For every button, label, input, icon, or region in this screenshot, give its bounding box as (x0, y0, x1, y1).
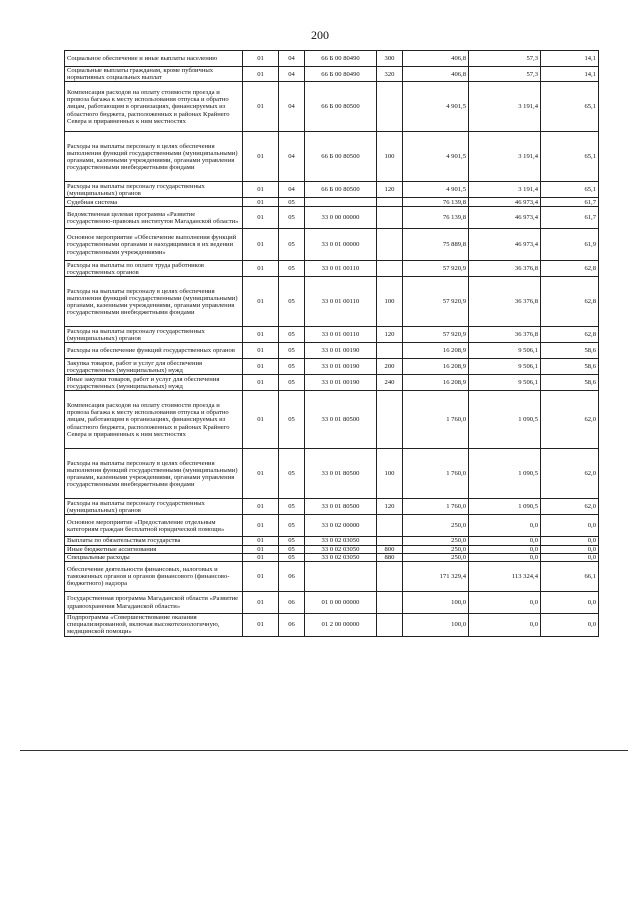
row-percent: 61,7 (541, 207, 599, 229)
table-row (65, 261, 599, 277)
row-name: Расходы на выплаты персоналу государственных (муниципальных) органов (65, 327, 243, 343)
row-percent: 58,6 (541, 343, 599, 359)
row-actual-amount: 46 973,4 (469, 229, 541, 261)
row-actual-amount: 1 090,5 (469, 499, 541, 515)
table-row (65, 67, 599, 82)
budget-table (64, 50, 599, 637)
row-name: Компенсация расходов на оплату стоимости проезда и провоза багажа к месту использования отпуска и обратно лицам, работающим в организациях, финансируемых из областного бюджета, расположенных в районах Крайнего Севера и приравненных к ним местностях (65, 391, 243, 449)
row-planned-amount: 250,0 (403, 553, 469, 561)
row-target-article: 33 0 00 00000 (305, 207, 377, 229)
row-actual-amount: 9 506,1 (469, 375, 541, 391)
row-planned-amount: 406,8 (403, 67, 469, 82)
row-subsection: 05 (279, 391, 305, 449)
row-expense-type: 800 (377, 545, 403, 553)
row-percent: 65,1 (541, 132, 599, 182)
row-section: 01 (243, 132, 279, 182)
row-expense-type (377, 515, 403, 537)
row-expense-type (377, 537, 403, 545)
row-target-article: 33 0 01 80500 (305, 499, 377, 515)
row-section: 01 (243, 553, 279, 561)
row-name: Основное мероприятие «Обеспечение выполнения функций государственными органами и находящимися в их ведении государственными учреждениями» (65, 229, 243, 261)
row-expense-type: 200 (377, 359, 403, 375)
row-percent: 0,0 (541, 515, 599, 537)
row-expense-type: 100 (377, 277, 403, 327)
row-target-article: 33 0 01 00190 (305, 375, 377, 391)
row-actual-amount: 9 506,1 (469, 359, 541, 375)
row-percent: 66,1 (541, 562, 599, 592)
row-percent: 0,0 (541, 545, 599, 553)
table-row (65, 327, 599, 343)
row-target-article: 66 Б 00 80500 (305, 132, 377, 182)
row-percent: 58,6 (541, 359, 599, 375)
row-subsection: 05 (279, 499, 305, 515)
table-row (65, 132, 599, 182)
row-subsection: 04 (279, 51, 305, 67)
row-target-article (305, 198, 377, 207)
row-expense-type (377, 82, 403, 132)
row-subsection: 05 (279, 261, 305, 277)
row-subsection: 05 (279, 343, 305, 359)
table-row (65, 553, 599, 561)
row-percent: 0,0 (541, 614, 599, 637)
row-planned-amount: 4 901,5 (403, 82, 469, 132)
table-row (65, 182, 599, 198)
row-planned-amount: 406,8 (403, 51, 469, 67)
table-row (65, 614, 599, 637)
row-target-article: 01 2 00 00000 (305, 614, 377, 637)
row-actual-amount: 9 506,1 (469, 343, 541, 359)
row-percent: 14,1 (541, 67, 599, 82)
row-planned-amount: 16 208,9 (403, 343, 469, 359)
row-percent: 62,0 (541, 449, 599, 499)
row-expense-type (377, 207, 403, 229)
row-subsection: 05 (279, 359, 305, 375)
row-planned-amount: 250,0 (403, 545, 469, 553)
row-actual-amount: 1 090,5 (469, 391, 541, 449)
bottom-divider (20, 750, 628, 751)
table-row (65, 51, 599, 67)
row-expense-type (377, 614, 403, 637)
row-target-article: 66 Б 00 80500 (305, 82, 377, 132)
row-expense-type: 100 (377, 132, 403, 182)
row-planned-amount: 100,0 (403, 614, 469, 637)
row-section: 01 (243, 198, 279, 207)
row-section: 01 (243, 545, 279, 553)
row-actual-amount: 0,0 (469, 592, 541, 614)
row-expense-type (377, 261, 403, 277)
row-target-article: 33 0 02 03050 (305, 545, 377, 553)
row-percent: 62,8 (541, 261, 599, 277)
row-name: Социальное обеспечение и иные выплаты населению (65, 51, 243, 67)
row-percent: 65,1 (541, 182, 599, 198)
row-actual-amount: 1 090,5 (469, 449, 541, 499)
row-target-article: 66 Б 00 80490 (305, 51, 377, 67)
row-name: Иные бюджетные ассигнования (65, 545, 243, 553)
row-section: 01 (243, 562, 279, 592)
table-row (65, 537, 599, 545)
table-row (65, 343, 599, 359)
table-row (65, 545, 599, 553)
row-target-article: 66 Б 00 80500 (305, 182, 377, 198)
row-name: Расходы на выплаты персоналу в целях обеспечения выполнения функций государственными (муниципальными) органами, казенными учреждениями, органами управления государственными внебюджетными фондами (65, 449, 243, 499)
row-section: 01 (243, 537, 279, 545)
row-target-article: 33 0 01 00110 (305, 277, 377, 327)
row-target-article: 33 0 02 00000 (305, 515, 377, 537)
row-section: 01 (243, 327, 279, 343)
row-subsection: 04 (279, 182, 305, 198)
row-percent: 58,6 (541, 375, 599, 391)
table-row (65, 375, 599, 391)
row-target-article: 33 0 02 03050 (305, 553, 377, 561)
row-subsection: 05 (279, 327, 305, 343)
row-actual-amount: 3 191,4 (469, 182, 541, 198)
row-planned-amount: 57 920,9 (403, 277, 469, 327)
row-actual-amount: 46 973,4 (469, 198, 541, 207)
row-target-article: 33 0 01 80500 (305, 449, 377, 499)
row-planned-amount: 76 139,8 (403, 207, 469, 229)
row-subsection: 05 (279, 515, 305, 537)
row-section: 01 (243, 182, 279, 198)
row-planned-amount: 76 139,8 (403, 198, 469, 207)
row-target-article (305, 562, 377, 592)
table-row (65, 592, 599, 614)
page-number: 200 (311, 28, 329, 42)
row-actual-amount: 57,3 (469, 67, 541, 82)
row-expense-type (377, 562, 403, 592)
row-planned-amount: 57 920,9 (403, 261, 469, 277)
row-subsection: 05 (279, 229, 305, 261)
row-percent: 0,0 (541, 592, 599, 614)
row-planned-amount: 4 901,5 (403, 182, 469, 198)
row-expense-type (377, 229, 403, 261)
row-name: Расходы на выплаты по оплате труда работников государственных органов (65, 261, 243, 277)
table-row (65, 207, 599, 229)
row-subsection: 04 (279, 82, 305, 132)
row-name: Специальные расходы (65, 553, 243, 561)
row-planned-amount: 100,0 (403, 592, 469, 614)
table-row (65, 562, 599, 592)
row-name: Ведомственная целевая программа «Развитие государственно-правовых институтов Магаданской области» (65, 207, 243, 229)
row-planned-amount: 1 760,0 (403, 391, 469, 449)
row-subsection: 05 (279, 553, 305, 561)
table-row (65, 277, 599, 327)
row-percent: 61,9 (541, 229, 599, 261)
row-name: Выплаты по обязательствам государства (65, 537, 243, 545)
row-actual-amount: 0,0 (469, 545, 541, 553)
row-expense-type: 120 (377, 182, 403, 198)
row-target-article: 33 0 01 00000 (305, 229, 377, 261)
row-target-article: 33 0 02 03050 (305, 537, 377, 545)
table-row (65, 515, 599, 537)
row-name: Расходы на обеспечение функций государственных органов (65, 343, 243, 359)
row-actual-amount: 0,0 (469, 553, 541, 561)
row-expense-type: 300 (377, 51, 403, 67)
row-target-article: 33 0 01 00110 (305, 261, 377, 277)
row-planned-amount: 16 208,9 (403, 375, 469, 391)
row-actual-amount: 3 191,4 (469, 132, 541, 182)
row-percent: 62,8 (541, 327, 599, 343)
row-actual-amount: 0,0 (469, 614, 541, 637)
row-subsection: 04 (279, 67, 305, 82)
row-percent: 62,8 (541, 277, 599, 327)
row-name: Основное мероприятие «Предоставление отдельным категориям граждан бесплатной юридической помощи» (65, 515, 243, 537)
row-name: Компенсация расходов на оплату стоимости проезда и провоза багажа к месту использования отпуска и обратно лицам, работающим в организациях, финансируемых из областного бюджета, расположенных в районах Крайнего Севера и приравненных к ним местностях (65, 82, 243, 132)
row-actual-amount: 0,0 (469, 515, 541, 537)
row-actual-amount: 36 376,8 (469, 327, 541, 343)
row-percent: 61,7 (541, 198, 599, 207)
row-name: Иные закупки товаров, работ и услуг для обеспечения государственных (муниципальных) нужд (65, 375, 243, 391)
row-planned-amount: 1 760,0 (403, 499, 469, 515)
row-section: 01 (243, 343, 279, 359)
row-name: Расходы на выплаты персоналу государственных (муниципальных) органов (65, 182, 243, 198)
row-name: Обеспечение деятельности финансовых, налоговых и таможенных органов и органов финансового (финансово-бюджетного) надзора (65, 562, 243, 592)
row-target-article: 01 0 00 00000 (305, 592, 377, 614)
table-body (65, 51, 599, 637)
row-target-article: 66 Б 00 80490 (305, 67, 377, 82)
row-section: 01 (243, 375, 279, 391)
row-subsection: 05 (279, 537, 305, 545)
row-percent: 62,0 (541, 499, 599, 515)
row-actual-amount: 57,3 (469, 51, 541, 67)
row-expense-type: 320 (377, 67, 403, 82)
row-name: Социальные выплаты гражданам, кроме публичных нормативных социальных выплат (65, 67, 243, 82)
row-expense-type (377, 592, 403, 614)
row-actual-amount: 0,0 (469, 537, 541, 545)
row-planned-amount: 250,0 (403, 515, 469, 537)
row-planned-amount: 1 760,0 (403, 449, 469, 499)
row-section: 01 (243, 51, 279, 67)
row-section: 01 (243, 515, 279, 537)
row-planned-amount: 4 901,5 (403, 132, 469, 182)
row-subsection: 05 (279, 375, 305, 391)
row-percent: 0,0 (541, 553, 599, 561)
row-expense-type (377, 343, 403, 359)
row-actual-amount: 3 191,4 (469, 82, 541, 132)
row-section: 01 (243, 359, 279, 375)
row-section: 01 (243, 82, 279, 132)
table-row (65, 82, 599, 132)
row-target-article: 33 0 01 80500 (305, 391, 377, 449)
row-section: 01 (243, 261, 279, 277)
row-planned-amount: 250,0 (403, 537, 469, 545)
row-planned-amount: 57 920,9 (403, 327, 469, 343)
row-section: 01 (243, 207, 279, 229)
row-subsection: 05 (279, 198, 305, 207)
row-actual-amount: 113 324,4 (469, 562, 541, 592)
row-expense-type: 120 (377, 327, 403, 343)
row-percent: 65,1 (541, 82, 599, 132)
row-subsection: 04 (279, 132, 305, 182)
row-expense-type: 120 (377, 499, 403, 515)
row-subsection: 05 (279, 277, 305, 327)
row-section: 01 (243, 229, 279, 261)
row-section: 01 (243, 391, 279, 449)
row-subsection: 06 (279, 562, 305, 592)
table-row (65, 229, 599, 261)
row-subsection: 06 (279, 592, 305, 614)
row-subsection: 06 (279, 614, 305, 637)
row-subsection: 05 (279, 545, 305, 553)
row-actual-amount: 36 376,8 (469, 261, 541, 277)
row-planned-amount: 171 329,4 (403, 562, 469, 592)
row-actual-amount: 46 973,4 (469, 207, 541, 229)
table-row (65, 359, 599, 375)
row-percent: 14,1 (541, 51, 599, 67)
row-section: 01 (243, 449, 279, 499)
row-name: Подпрограмма «Совершенствование оказания специализированной, включая высокотехнологичную, медицинской помощи» (65, 614, 243, 637)
row-percent: 62,0 (541, 391, 599, 449)
row-name: Расходы на выплаты персоналу в целях обеспечения выполнения функций государственными (муниципальными) органами, казенными учреждениями, органами управления государственными внебюджетными фондами (65, 132, 243, 182)
row-subsection: 05 (279, 207, 305, 229)
row-section: 01 (243, 499, 279, 515)
row-target-article: 33 0 01 00190 (305, 359, 377, 375)
row-expense-type (377, 198, 403, 207)
row-percent: 0,0 (541, 537, 599, 545)
row-name: Государственная программа Магаданской области «Развитие здравоохранения Магаданской области» (65, 592, 243, 614)
row-target-article: 33 0 01 00190 (305, 343, 377, 359)
table-row (65, 449, 599, 499)
row-planned-amount: 16 208,9 (403, 359, 469, 375)
row-expense-type: 240 (377, 375, 403, 391)
row-name: Судебная система (65, 198, 243, 207)
row-section: 01 (243, 614, 279, 637)
row-name: Расходы на выплаты персоналу государственных (муниципальных) органов (65, 499, 243, 515)
row-name: Расходы на выплаты персоналу в целях обеспечения выполнения функций государственными (муниципальными) органами, казенными учреждениями, органами управления государственными внебюджетными фондами (65, 277, 243, 327)
row-target-article: 33 0 01 00110 (305, 327, 377, 343)
row-name: Закупка товаров, работ и услуг для обеспечения государственных (муниципальных) нужд (65, 359, 243, 375)
table-row (65, 391, 599, 449)
row-planned-amount: 75 889,8 (403, 229, 469, 261)
row-expense-type: 100 (377, 449, 403, 499)
row-subsection: 05 (279, 449, 305, 499)
row-actual-amount: 36 376,8 (469, 277, 541, 327)
row-section: 01 (243, 277, 279, 327)
row-section: 01 (243, 67, 279, 82)
row-expense-type (377, 391, 403, 449)
table-row (65, 499, 599, 515)
row-section: 01 (243, 592, 279, 614)
table-row (65, 198, 599, 207)
row-expense-type: 880 (377, 553, 403, 561)
